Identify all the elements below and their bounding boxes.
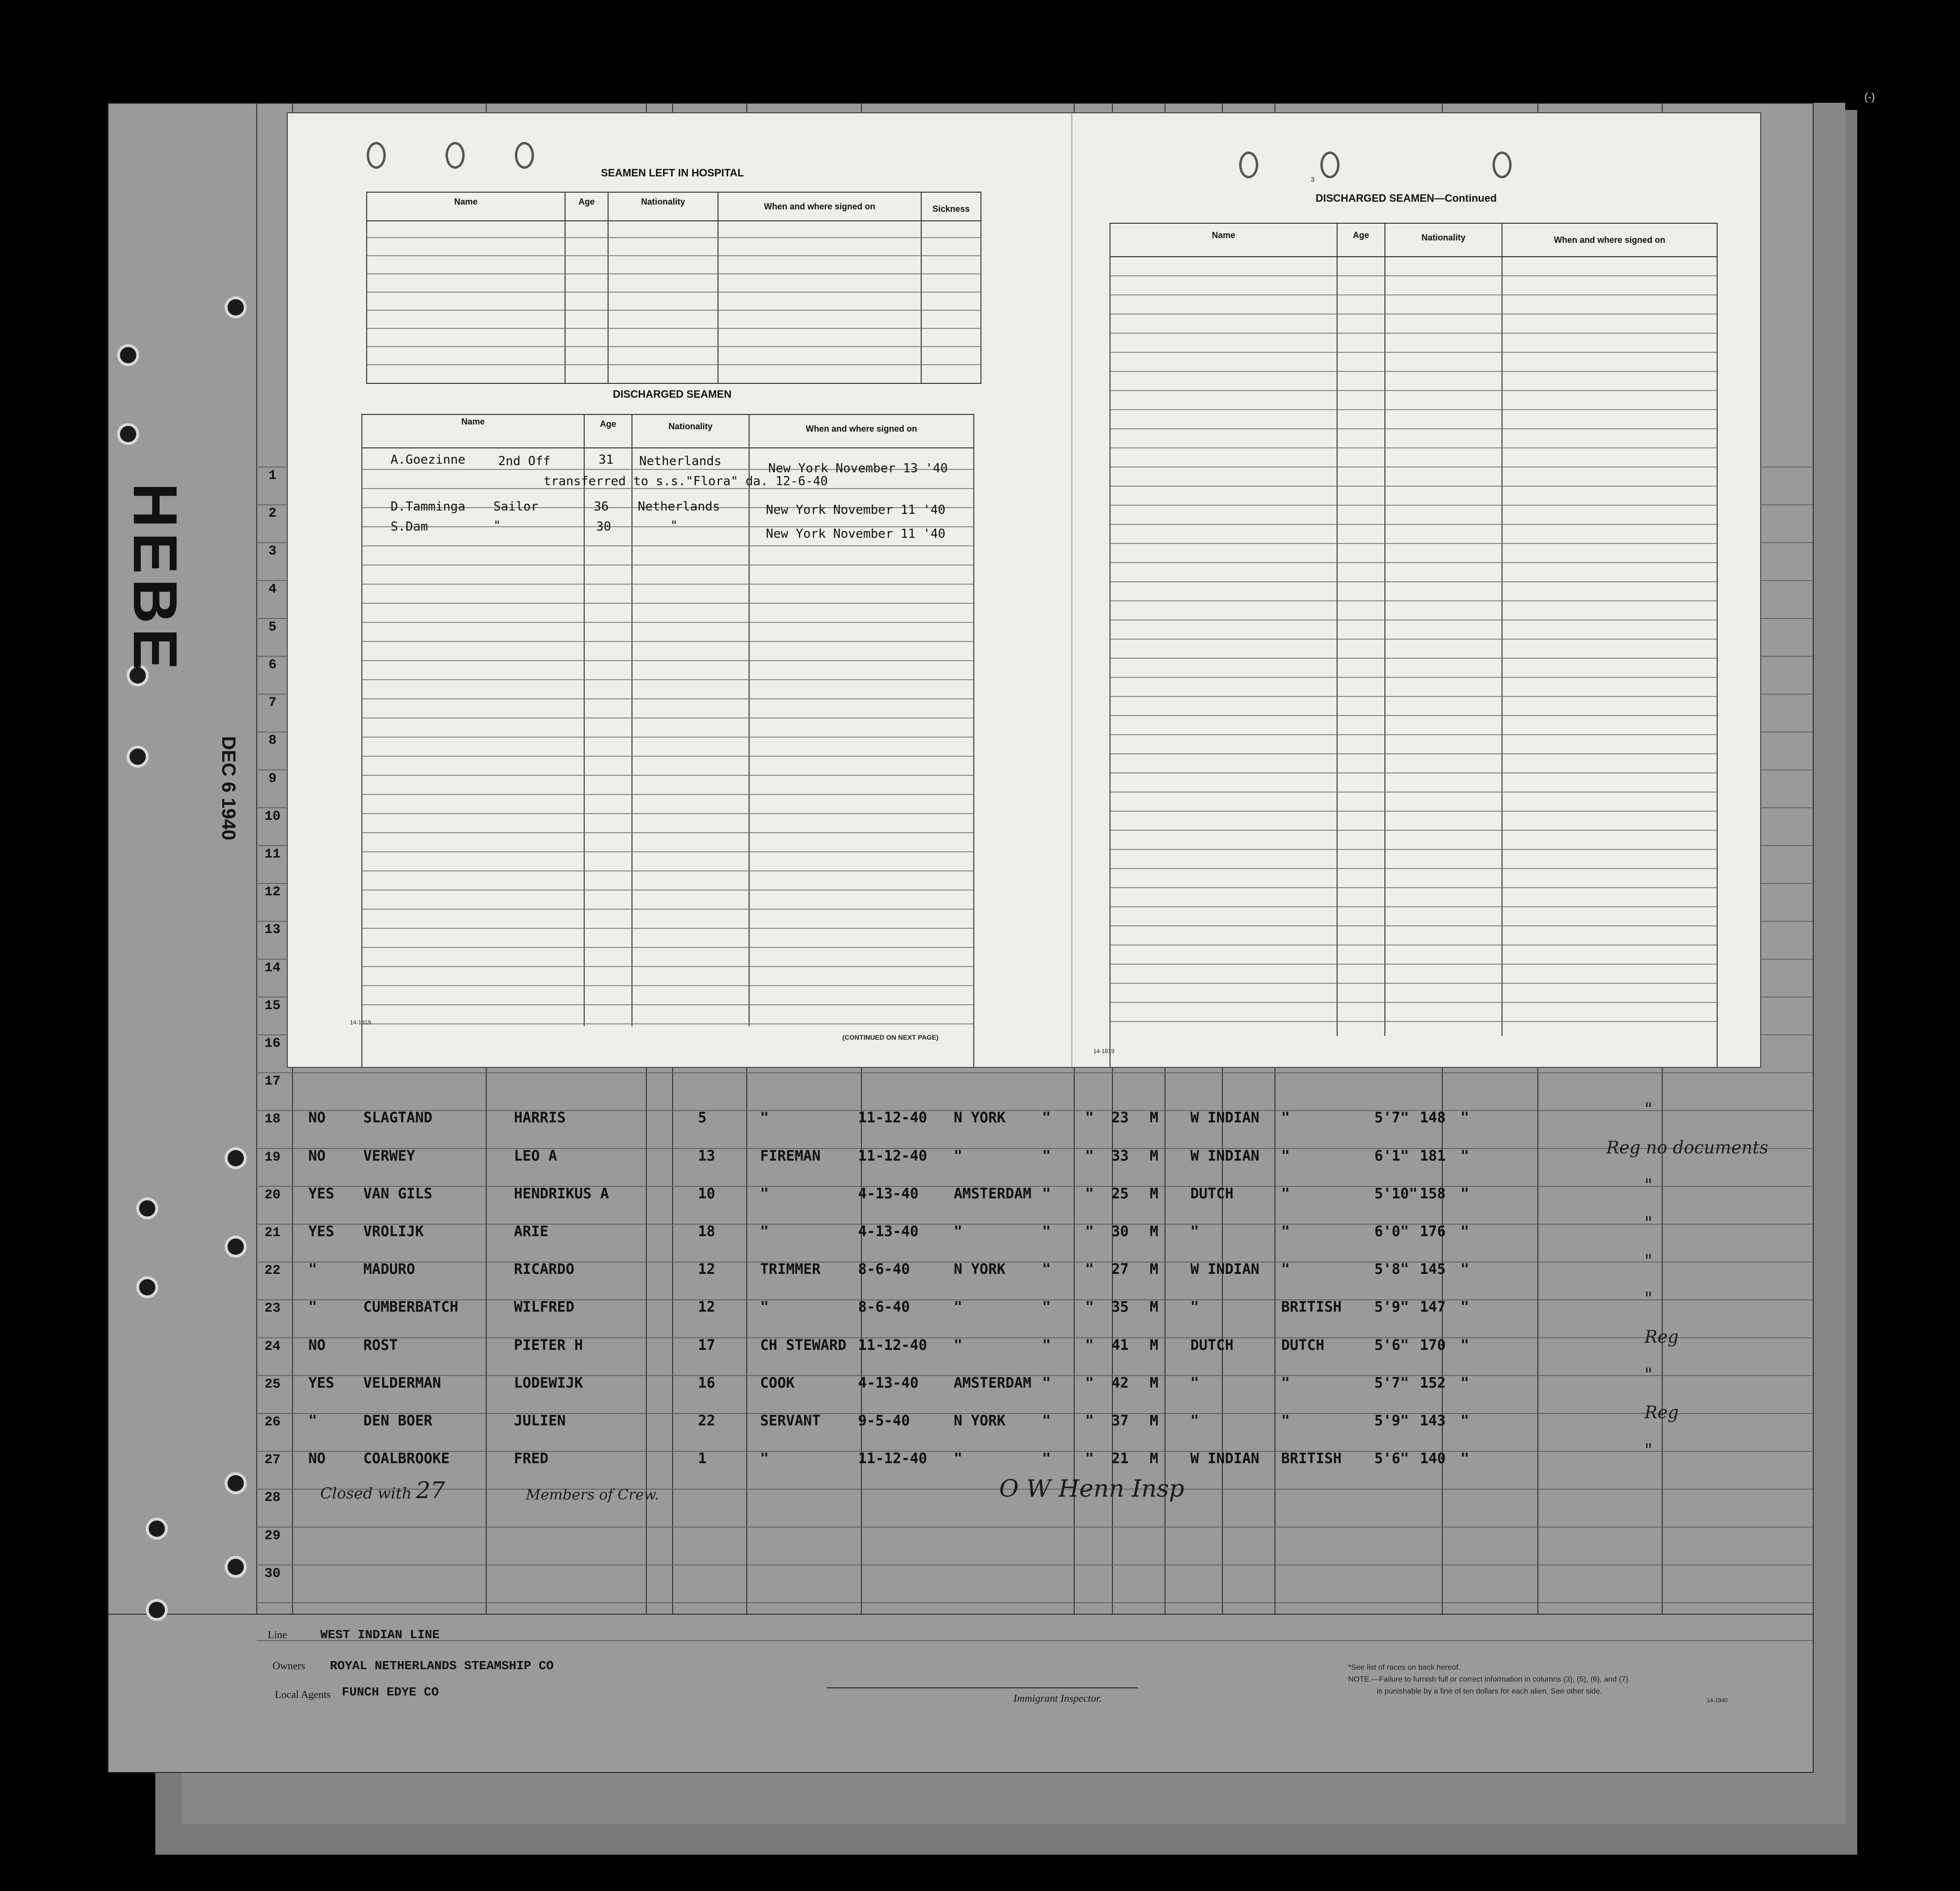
crew-ditto-a: " <box>1042 1223 1051 1240</box>
crew-nationality: " <box>1281 1147 1290 1164</box>
discharged-row-name: S.Dam <box>391 520 428 534</box>
owners-label: Owners <box>272 1660 305 1672</box>
crew-remark: Reg <box>1644 1403 1679 1423</box>
crew-signed-date: 11-12-40 <box>858 1109 927 1127</box>
crew-surname: VELDERMAN <box>363 1374 441 1391</box>
crew-sex: M <box>1150 1223 1159 1240</box>
discharged-header-name: Name <box>461 417 485 426</box>
crew-signed-place: " <box>954 1337 963 1354</box>
crew-height: 5'9" <box>1374 1299 1409 1316</box>
crew-given-name: PIETER H <box>514 1337 583 1354</box>
discharged-row-age: 31 <box>599 453 614 467</box>
crew-height: 6'1" <box>1374 1147 1409 1164</box>
continued-note: (CONTINUED ON NEXT PAGE) <box>842 1033 939 1041</box>
crew-marks: " <box>1460 1413 1470 1429</box>
crew-surname: DEN BOER <box>363 1413 433 1429</box>
footnote-races: *See list of races on back hereof. <box>1348 1663 1460 1672</box>
punch-hole <box>225 1472 247 1494</box>
crew-answer: " <box>308 1299 317 1316</box>
crew-given-name: LEO A <box>514 1147 557 1164</box>
discharged-row-name: A.Goezinne <box>391 453 466 467</box>
discharged-cont-header-signed: When and where signed on <box>1554 235 1666 245</box>
crew-nationality: " <box>1281 1261 1290 1278</box>
crew-age: 23 <box>1111 1109 1129 1127</box>
crew-given-name: WILFRED <box>514 1299 575 1316</box>
crew-capacity: " <box>760 1185 769 1202</box>
binder-hole-mark <box>515 142 534 169</box>
hospital-header-nationality: Nationality <box>641 197 685 206</box>
crew-given-name: ARIE <box>514 1223 549 1240</box>
crew-height: 5'9" <box>1374 1413 1409 1429</box>
crew-ditto-b: " <box>1085 1299 1094 1316</box>
row-number: 16 <box>264 1036 281 1051</box>
crew-age: 35 <box>1111 1299 1129 1316</box>
crew-race: " <box>1190 1299 1199 1316</box>
crew-signed-place: AMSTERDAM <box>954 1185 1032 1202</box>
discharged-title: DISCHARGED SEAMEN <box>613 388 732 400</box>
crew-weight: 147 <box>1420 1299 1446 1316</box>
agents-value: FUNCH EDYE CO <box>342 1685 439 1699</box>
crew-signed-date: 11-12-40 <box>858 1147 927 1164</box>
crew-age: 21 <box>1111 1450 1129 1467</box>
discharged-form-number: 14-1819 <box>350 1019 371 1026</box>
crew-age: 25 <box>1111 1185 1129 1202</box>
crew-ditto-a: " <box>1042 1413 1051 1429</box>
row-number: 2 <box>268 506 277 522</box>
discharged-cont-header-age: Age <box>1352 230 1369 240</box>
crew-race: W INDIAN <box>1190 1450 1260 1467</box>
row-number: 13 <box>264 923 281 938</box>
crew-answer: NO <box>308 1109 326 1127</box>
row-number: 6 <box>268 658 277 673</box>
crew-remark: " <box>1644 1214 1653 1233</box>
crew-remark: " <box>1644 1100 1653 1120</box>
crew-given-name: FRED <box>514 1450 549 1467</box>
crew-capacity: SERVANT <box>760 1413 821 1429</box>
crew-age: 30 <box>1111 1223 1129 1240</box>
inspector-label: Immigrant Inspector. <box>1013 1692 1102 1704</box>
crew-age: 33 <box>1111 1147 1129 1164</box>
crew-height: 5'7" <box>1374 1109 1409 1127</box>
crew-race: W INDIAN <box>1190 1147 1260 1164</box>
corner-mark: (-) <box>1864 91 1875 103</box>
crew-remark: " <box>1644 1251 1653 1272</box>
crew-capacity: " <box>760 1109 769 1127</box>
owners-value: ROYAL NETHERLANDS STEAMSHIP CO <box>330 1659 554 1673</box>
row-number: 12 <box>264 885 281 900</box>
ship-name-stamp: HEBE <box>120 483 190 675</box>
crew-weight: 158 <box>1420 1185 1446 1202</box>
crew-race: W INDIAN <box>1190 1261 1260 1278</box>
crew-remark: " <box>1644 1289 1653 1309</box>
crew-age: 42 <box>1111 1374 1129 1391</box>
footnote-note: NOTE.—Failure to furnish full or correct information in columns (3), (5), (6), and (7) <box>1348 1675 1628 1684</box>
crew-surname: VAN GILS <box>363 1185 433 1202</box>
crew-age: 37 <box>1111 1413 1129 1429</box>
crew-weight: 176 <box>1420 1223 1446 1240</box>
crew-ditto-b: " <box>1085 1337 1094 1354</box>
crew-answer: " <box>308 1413 317 1429</box>
row-number: 30 <box>264 1566 281 1581</box>
members-label: Members of Crew. <box>526 1487 659 1503</box>
binder-hole-mark <box>367 142 386 169</box>
footnote-fine: is punishable by a fine of ten dollars for each alien. See other side. <box>1377 1687 1602 1695</box>
crew-height: 5'6" <box>1374 1337 1409 1354</box>
page-number: 3 <box>1311 175 1315 183</box>
crew-answer: YES <box>308 1185 335 1202</box>
row-number: 25 <box>264 1377 281 1392</box>
agents-label: Local Agents <box>275 1688 331 1700</box>
crew-weight: 148 <box>1420 1109 1446 1127</box>
discharged-row-signed: New York November 11 '40 <box>766 503 946 517</box>
crew-remark: Reg no documents <box>1606 1138 1768 1158</box>
crew-height: 6'0" <box>1374 1223 1409 1240</box>
crew-sex: M <box>1150 1299 1159 1316</box>
crew-ditto-a: " <box>1042 1109 1051 1127</box>
crew-answer: " <box>308 1261 317 1278</box>
discharged-row-rank: Sailor <box>493 500 538 514</box>
crew-capacity: CH STEWARD <box>760 1337 847 1354</box>
crew-height: 5'8" <box>1374 1261 1409 1278</box>
row-number: 15 <box>264 998 281 1013</box>
crew-marks: " <box>1460 1223 1470 1240</box>
crew-signed-date: 8-6-40 <box>858 1299 910 1316</box>
row-number: 9 <box>268 771 277 786</box>
crew-answer: YES <box>308 1374 335 1391</box>
discharged-row-signed: New York November 11 '40 <box>766 527 946 541</box>
crew-given-name: HARRIS <box>514 1109 566 1127</box>
crew-ditto-a: " <box>1042 1185 1051 1202</box>
crew-crew-number: 13 <box>698 1147 716 1164</box>
crew-signed-place: " <box>954 1299 963 1316</box>
crew-nationality: BRITISH <box>1281 1299 1342 1316</box>
row-number: 26 <box>264 1415 281 1430</box>
row-number: 11 <box>264 847 281 862</box>
crew-race: DUTCH <box>1190 1185 1234 1202</box>
crew-height: 5'10" <box>1374 1185 1418 1202</box>
crew-ditto-a: " <box>1042 1337 1051 1354</box>
crew-weight: 152 <box>1420 1374 1446 1391</box>
crew-crew-number: 5 <box>698 1109 707 1127</box>
crew-nationality: " <box>1281 1185 1290 1202</box>
crew-answer: NO <box>308 1450 326 1467</box>
crew-weight: 181 <box>1420 1147 1446 1164</box>
row-number: 28 <box>264 1490 281 1506</box>
crew-ditto-a: " <box>1042 1374 1051 1391</box>
punch-hole <box>225 1556 247 1578</box>
crew-remark: " <box>1644 1175 1653 1195</box>
crew-signed-date: 9-5-40 <box>858 1413 910 1429</box>
punch-hole <box>117 344 139 366</box>
crew-sex: M <box>1150 1337 1159 1354</box>
crew-height: 5'7" <box>1374 1374 1409 1391</box>
discharged-row-nationality: Netherlands <box>638 500 720 514</box>
binder-hole-mark <box>1492 152 1512 178</box>
crew-marks: " <box>1460 1337 1470 1354</box>
crew-signed-date: 11-12-40 <box>858 1450 927 1467</box>
inspector-line <box>827 1687 1138 1688</box>
crew-surname: MADURO <box>363 1261 415 1278</box>
crew-ditto-b: " <box>1085 1413 1094 1429</box>
discharged-row-name: D.Tamminga <box>391 500 466 514</box>
inspector-signature: O W Henn Insp <box>999 1475 1185 1502</box>
crew-signed-place: " <box>954 1147 963 1164</box>
crew-nationality: " <box>1281 1109 1290 1127</box>
crew-crew-number: 16 <box>698 1374 716 1391</box>
crew-marks: " <box>1460 1450 1470 1467</box>
crew-signed-place: AMSTERDAM <box>954 1374 1032 1391</box>
crew-surname: VERWEY <box>363 1147 415 1164</box>
discharged-cont-header-name: Name <box>1211 230 1236 240</box>
line-label: Line <box>268 1629 287 1641</box>
row-number: 5 <box>268 619 277 635</box>
crew-marks: " <box>1460 1261 1470 1278</box>
crew-given-name: LODEWIJK <box>514 1374 583 1391</box>
crew-answer: NO <box>308 1337 326 1354</box>
discharged-row-age: 36 <box>594 500 609 514</box>
crew-crew-number: 12 <box>698 1299 716 1316</box>
punch-hole <box>225 1236 247 1258</box>
date-stamp: DEC 6 1940 <box>218 736 239 840</box>
crew-sex: M <box>1150 1185 1159 1202</box>
row-number: 18 <box>264 1112 281 1127</box>
crew-surname: CUMBERBATCH <box>363 1299 458 1316</box>
discharged-seamen-sheet <box>287 112 1761 1068</box>
row-number: 22 <box>264 1263 281 1279</box>
crew-signed-date: 4-13-40 <box>858 1223 919 1240</box>
crew-age: 41 <box>1111 1337 1129 1354</box>
binder-hole-mark <box>446 142 465 169</box>
hospital-header-name: Name <box>454 197 478 206</box>
discharged-cont-title: DISCHARGED SEAMEN—Continued <box>1316 192 1497 204</box>
crew-ditto-a: " <box>1042 1261 1051 1278</box>
crew-capacity: FIREMAN <box>760 1147 821 1164</box>
crew-crew-number: 1 <box>698 1450 707 1467</box>
crew-surname: ROST <box>363 1337 398 1354</box>
punch-hole <box>127 746 149 768</box>
punch-hole <box>225 1147 247 1169</box>
crew-surname: VROLIJK <box>363 1223 424 1240</box>
crew-ditto-b: " <box>1085 1147 1094 1164</box>
discharged-cont-header-nationality: Nationality <box>1421 233 1466 242</box>
crew-signed-date: 4-13-40 <box>858 1185 919 1202</box>
row-number: 19 <box>264 1150 281 1165</box>
crew-crew-number: 12 <box>698 1261 716 1278</box>
discharged-cont-form-number: 14-1819 <box>1093 1048 1115 1054</box>
crew-capacity: " <box>760 1223 769 1240</box>
crew-ditto-b: " <box>1085 1185 1094 1202</box>
discharged-header-nationality: Nationality <box>668 422 713 431</box>
discharged-row-nationality: Netherlands <box>639 454 722 468</box>
crew-weight: 143 <box>1420 1413 1446 1429</box>
crew-ditto-b: " <box>1085 1261 1094 1278</box>
row-number: 4 <box>268 582 277 597</box>
crew-ditto-a: " <box>1042 1147 1051 1164</box>
crew-surname: SLAGTAND <box>363 1109 433 1127</box>
crew-race: " <box>1190 1223 1199 1240</box>
punch-hole <box>146 1599 168 1621</box>
crew-capacity: " <box>760 1450 769 1467</box>
crew-crew-number: 22 <box>698 1413 716 1429</box>
discharged-header-signed: When and where signed on <box>806 424 917 434</box>
row-number: 27 <box>264 1453 281 1468</box>
crew-capacity: " <box>760 1299 769 1316</box>
crew-answer: NO <box>308 1147 326 1164</box>
crew-remark: " <box>1644 1441 1653 1461</box>
crew-marks: " <box>1460 1374 1470 1391</box>
crew-signed-date: 11-12-40 <box>858 1337 927 1354</box>
crew-sex: M <box>1150 1413 1159 1429</box>
closed-count: 27 <box>416 1477 446 1504</box>
crew-given-name: JULIEN <box>514 1413 566 1429</box>
crew-signed-date: 4-13-40 <box>858 1374 919 1391</box>
discharged-row-rank: 2nd Off <box>498 454 551 468</box>
crew-weight: 170 <box>1420 1337 1446 1354</box>
crew-weight: 140 <box>1420 1450 1446 1467</box>
crew-nationality: BRITISH <box>1281 1450 1342 1467</box>
crew-capacity: TRIMMER <box>760 1261 821 1278</box>
crew-remark: Reg <box>1644 1327 1679 1347</box>
crew-nationality: " <box>1281 1413 1290 1429</box>
crew-marks: " <box>1460 1147 1470 1164</box>
crew-sex: M <box>1150 1450 1159 1467</box>
hospital-header-sickness: Sickness <box>932 204 970 214</box>
crew-crew-number: 18 <box>698 1223 716 1240</box>
row-number: 29 <box>264 1528 281 1543</box>
binder-hole-mark <box>1239 152 1258 178</box>
crew-ditto-b: " <box>1085 1450 1094 1467</box>
crew-signed-place: N YORK <box>954 1413 1006 1429</box>
crew-signed-place: N YORK <box>954 1109 1006 1127</box>
crew-nationality: DUTCH <box>1281 1337 1325 1354</box>
row-number: 7 <box>268 696 277 711</box>
crew-answer: YES <box>308 1223 335 1240</box>
crew-crew-number: 10 <box>698 1185 716 1202</box>
crew-marks: " <box>1460 1185 1470 1202</box>
crew-capacity: COOK <box>760 1374 795 1391</box>
row-number: 3 <box>268 544 277 559</box>
crew-ditto-a: " <box>1042 1450 1051 1467</box>
discharged-row-rank: " <box>493 519 501 533</box>
binder-hole-mark <box>1320 152 1339 178</box>
crew-signed-date: 8-6-40 <box>858 1261 910 1278</box>
discharged-header-age: Age <box>599 419 616 429</box>
row-number: 8 <box>268 733 277 749</box>
punch-hole <box>136 1197 158 1219</box>
crew-nationality: " <box>1281 1374 1290 1391</box>
crew-signed-place: N YORK <box>954 1261 1006 1278</box>
closed-with-label: Closed with <box>320 1484 412 1502</box>
crew-ditto-b: " <box>1085 1374 1094 1391</box>
crew-remark: " <box>1644 1365 1653 1385</box>
hospital-title: SEAMEN LEFT IN HOSPITAL <box>601 167 744 179</box>
discharged-row-signed: New York November 13 '40 <box>768 461 948 476</box>
discharged-grid <box>288 113 1760 1067</box>
crew-marks: " <box>1460 1299 1470 1316</box>
crew-ditto-a: " <box>1042 1299 1051 1316</box>
crew-weight: 145 <box>1420 1261 1446 1278</box>
row-number: 10 <box>264 809 281 824</box>
crew-surname: COALBROOKE <box>363 1450 450 1467</box>
row-number: 23 <box>264 1301 281 1316</box>
crew-given-name: HENDRIKUS A <box>514 1185 609 1202</box>
punch-hole <box>117 423 139 445</box>
discharged-row-age: 30 <box>596 520 611 534</box>
punch-hole <box>146 1518 168 1540</box>
crew-race: " <box>1190 1374 1199 1391</box>
crew-sex: M <box>1150 1147 1159 1164</box>
row-number: 17 <box>264 1074 281 1089</box>
discharged-transfer-note: transferred to s.s."Flora" da. 12-6-40 <box>544 474 828 489</box>
row-number: 24 <box>264 1339 281 1354</box>
crew-nationality: " <box>1281 1223 1290 1240</box>
crew-signed-place: " <box>954 1450 963 1467</box>
crew-race: DUTCH <box>1190 1337 1234 1354</box>
crew-race: W INDIAN <box>1190 1109 1260 1127</box>
hospital-header-signed: When and where signed on <box>763 202 875 211</box>
crew-age: 27 <box>1111 1261 1129 1278</box>
crew-marks: " <box>1460 1109 1470 1127</box>
hospital-header-age: Age <box>578 197 595 206</box>
crew-signed-place: " <box>954 1223 963 1240</box>
crew-crew-number: 17 <box>698 1337 716 1354</box>
crew-height: 5'6" <box>1374 1450 1409 1467</box>
crew-form-number: 14-1940 <box>1707 1697 1728 1704</box>
crew-given-name: RICARDO <box>514 1261 575 1278</box>
row-number: 21 <box>264 1226 281 1240</box>
discharged-row-nationality: " <box>670 519 678 533</box>
punch-hole <box>225 296 247 318</box>
crew-sex: M <box>1150 1374 1159 1391</box>
crew-sex: M <box>1150 1109 1159 1127</box>
crew-sex: M <box>1150 1261 1159 1278</box>
line-value: WEST INDIAN LINE <box>320 1628 440 1642</box>
row-number: 20 <box>264 1187 281 1203</box>
row-number: 1 <box>268 468 277 483</box>
punch-hole <box>136 1276 158 1298</box>
crew-ditto-b: " <box>1085 1109 1094 1127</box>
crew-ditto-b: " <box>1085 1223 1094 1240</box>
crew-race: " <box>1190 1413 1199 1429</box>
row-number: 14 <box>264 960 281 976</box>
